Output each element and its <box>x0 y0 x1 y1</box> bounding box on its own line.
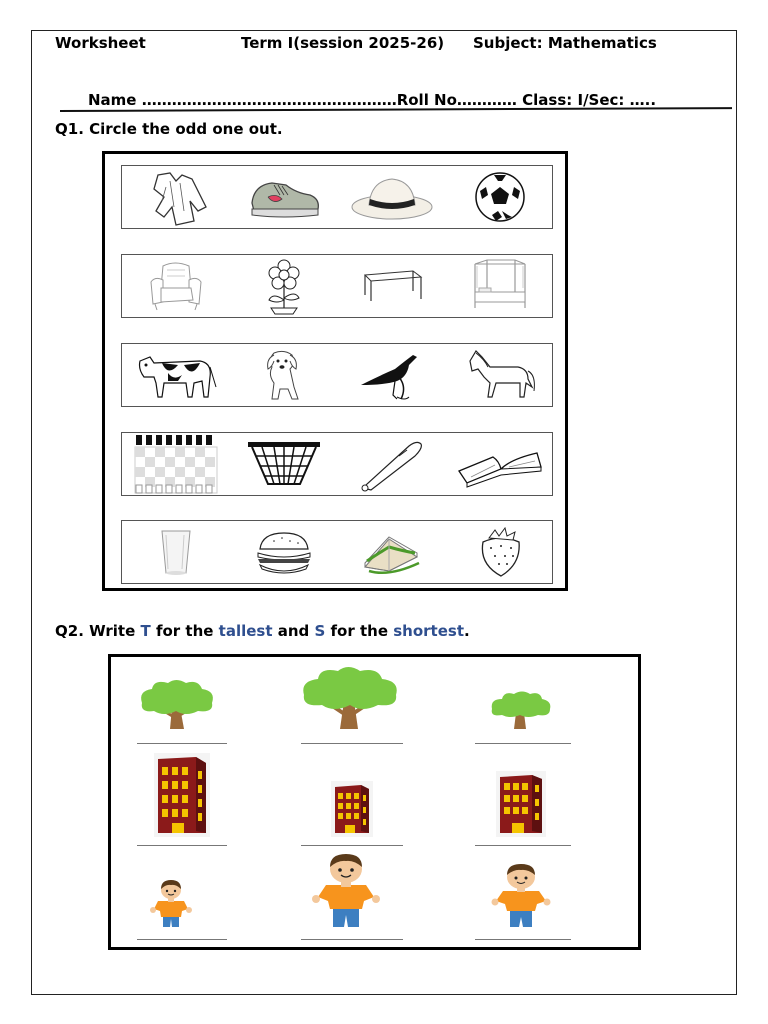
q2-text-1: for the <box>150 622 219 640</box>
q1-row-4 <box>121 432 553 496</box>
cow-icon[interactable] <box>122 344 230 406</box>
answer-line-building-2[interactable] <box>301 845 403 846</box>
q2-box <box>108 654 641 950</box>
answer-line-boy-1[interactable] <box>137 939 227 940</box>
table-icon[interactable] <box>338 255 446 317</box>
shoe-icon[interactable] <box>230 166 338 228</box>
horse-icon[interactable] <box>446 344 554 406</box>
subject-label: Subject: Mathematics <box>473 34 657 52</box>
q1-row-1 <box>121 165 553 229</box>
answer-line-boy-2[interactable] <box>301 939 403 940</box>
term-label: Term I(session 2025-26) <box>241 34 445 52</box>
answer-line-boy-3[interactable] <box>475 939 571 940</box>
q2-letter-t: T <box>140 622 151 640</box>
q1-row-2 <box>121 254 553 318</box>
armchair-icon[interactable] <box>122 255 230 317</box>
sandwich-icon[interactable] <box>338 521 446 583</box>
q2-text-2: and <box>272 622 315 640</box>
building-medium-icon <box>491 769 551 837</box>
baseball-bat-icon[interactable] <box>338 433 446 495</box>
q2-suffix: . <box>464 622 470 640</box>
boy-large-icon <box>301 851 391 927</box>
q2-prefix: Q2. Write <box>55 622 141 640</box>
answer-line-building-1[interactable] <box>137 845 227 846</box>
answer-line-tree-1[interactable] <box>137 743 227 744</box>
building-large-icon <box>147 751 217 837</box>
glass-icon[interactable] <box>122 521 230 583</box>
bed-icon[interactable] <box>446 255 554 317</box>
burger-icon[interactable] <box>230 521 338 583</box>
answer-line-tree-2[interactable] <box>301 743 403 744</box>
q2-word-shortest: shortest <box>393 622 464 640</box>
tree-small-icon <box>473 681 569 731</box>
q2-label <box>55 622 470 640</box>
strawberry-icon[interactable] <box>446 521 554 583</box>
boy-small-icon <box>143 877 199 927</box>
boy-medium-icon <box>481 861 561 927</box>
hat-icon[interactable] <box>338 166 446 228</box>
open-book-icon[interactable] <box>446 433 554 495</box>
building-small-icon <box>327 779 377 837</box>
q1-row-5 <box>121 520 553 584</box>
answer-line-tree-3[interactable] <box>475 743 571 744</box>
bird-icon[interactable] <box>338 344 446 406</box>
q2-word-tallest: tallest <box>218 622 273 640</box>
q2-letter-s: S <box>314 622 326 640</box>
football-icon[interactable] <box>446 166 554 228</box>
tree-large-icon <box>295 663 405 731</box>
q2-text-3: for the <box>325 622 394 640</box>
flower-icon[interactable] <box>230 255 338 317</box>
worksheet-label: Worksheet <box>55 34 146 52</box>
dog-icon[interactable] <box>230 344 338 406</box>
chessboard-icon[interactable] <box>122 433 230 495</box>
q1-label: Q1. Circle the odd one out. <box>55 120 283 138</box>
student-info-line: Name ……………………………………………Roll No………… Class: I/Sec: ….. <box>88 91 657 109</box>
q1-box <box>102 151 568 591</box>
tree-medium-icon <box>129 671 225 731</box>
answer-line-building-3[interactable] <box>475 845 571 846</box>
q1-row-3 <box>121 343 553 407</box>
basketball-net-icon[interactable] <box>230 433 338 495</box>
dress-icon[interactable] <box>122 166 230 228</box>
